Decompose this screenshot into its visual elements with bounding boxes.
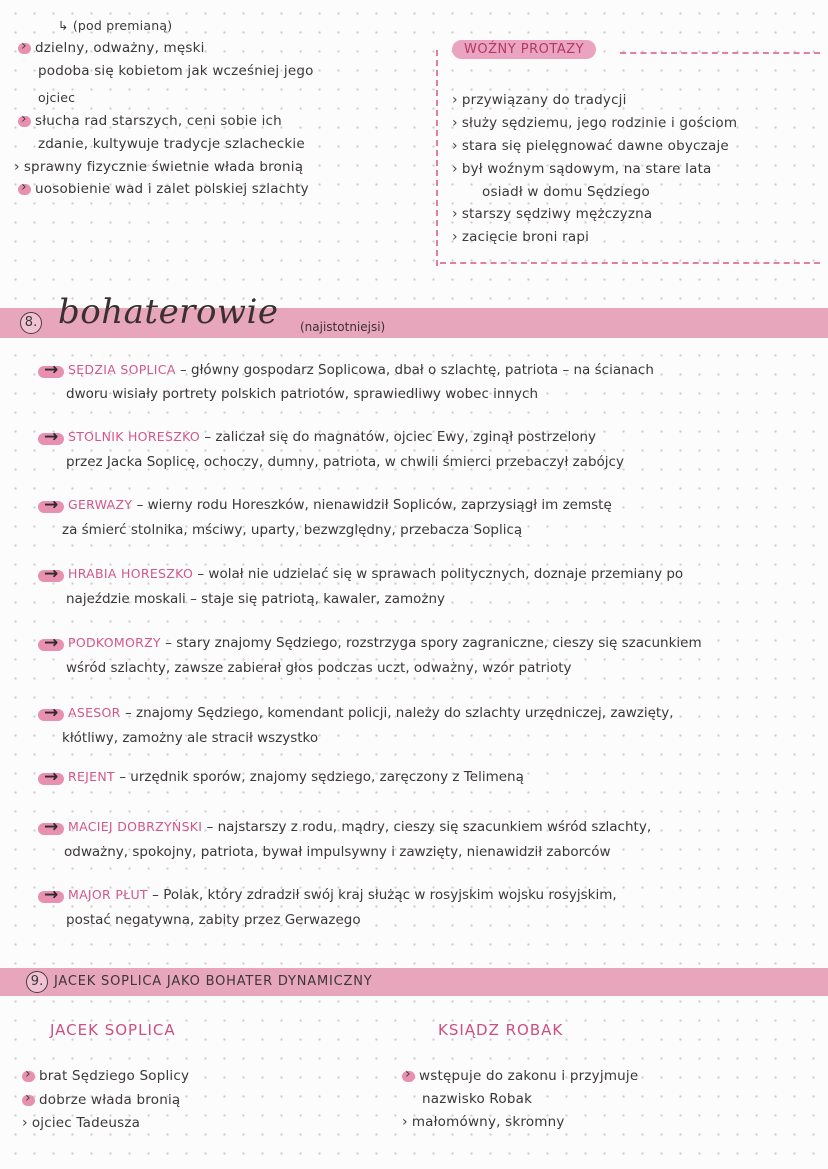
chevron-right-icon: › — [452, 115, 458, 131]
list-item: › sprawny fizycznie świetnie włada bronią — [14, 159, 304, 175]
arrow-icon — [38, 773, 64, 785]
list-item: › był woźnym sądowym, na stare lata — [452, 161, 712, 177]
dashed-border-bottom — [440, 262, 820, 264]
list-item: ›słucha rad starszych, ceni sobie ich — [18, 113, 282, 129]
list-item: › starszy sędziwy mężczyzna — [452, 206, 653, 222]
character-desc: odważny, spokojny, patriota, bywał impulsywny i zawzięty, nienawidził zaborców — [64, 844, 611, 860]
character-desc: za śmierć stolnika, mściwy, uparty, bezwzględny, przebacza Soplicą — [62, 522, 523, 538]
list-item: ›dzielny, odważny, męski — [18, 40, 205, 56]
dashed-border-top — [620, 52, 820, 54]
bullet-icon — [402, 1071, 415, 1082]
section-note: (najistotniejsi) — [300, 320, 386, 334]
chevron-right-icon: › — [402, 1114, 408, 1130]
character-desc: dworu wisiały portrety polskich patriotów, sprawiedliwy wobec innych — [66, 386, 538, 402]
character-entry: GERWAZY – wierny rodu Horeszków, nienawidził Sopliców, zaprzysiągł im zemstę — [68, 497, 612, 513]
character-entry: HRABIA HORESZKO – wolał nie udzielać się w sprawach politycznych, doznaje przemiany po — [68, 566, 684, 582]
dashed-border-left — [436, 50, 438, 266]
chevron-right-icon: › — [452, 138, 458, 154]
arrow-icon — [38, 823, 64, 835]
list-item: zdanie, kultywuje tradycje szlacheckie — [38, 136, 305, 152]
character-entry: REJENT – urzędnik sporów, znajomy sędziego, zaręczony z Telimeną — [68, 769, 524, 785]
list-item: ›wstępuje do zakonu i przyjmuje — [402, 1068, 638, 1084]
list-item: ›uosobienie wad i zalet polskiej szlachty — [18, 181, 309, 197]
chevron-right-icon: › — [452, 92, 458, 108]
list-item: ›dobrze włada bronią — [22, 1092, 180, 1108]
list-item: ›brat Sędziego Soplicy — [22, 1068, 189, 1084]
section-number: 9. — [26, 971, 48, 993]
arrow-icon — [38, 570, 64, 582]
character-name: SĘDZIA SOPLICA — [68, 362, 176, 377]
section-title: bohaterowie — [58, 292, 279, 332]
section-title: JACEK SOPLICA JAKO BOHATER DYNAMICZNY — [54, 974, 373, 989]
character-name: ASESOR — [68, 705, 121, 720]
bullet-icon — [18, 116, 31, 127]
robak-heading: KSIĄDZ ROBAK — [438, 1021, 564, 1039]
arrow-icon — [38, 433, 64, 445]
list-item: › zacięcie broni rapi — [452, 229, 590, 245]
bullet-icon — [22, 1071, 35, 1082]
section-number: 8. — [20, 312, 42, 334]
list-item: › służy sędziemu, jego rodzinie i gościom — [452, 115, 738, 131]
character-entry: ASESOR – znajomy Sędziego, komendant policji, należy do szlachty urzędniczej, zawzięty, — [68, 705, 674, 721]
wozny-title-pill: WOŹNY PROTAZY — [452, 40, 596, 59]
character-name: PODKOMORZY — [68, 635, 161, 650]
character-entry: STOLNIK HORESZKO – zaliczał się do magnatów, ojciec Ewy, zginął postrzelony — [68, 429, 597, 445]
chevron-right-icon: › — [452, 161, 458, 177]
bullet-icon — [18, 184, 31, 195]
character-name: REJENT — [68, 769, 115, 784]
character-desc: wśród szlachty, zawsze zabierał głos podczas uczt, odważny, wzór patrioty — [66, 660, 572, 676]
character-desc: najeździe moskali – staje się patriotą, kawaler, zamożny — [66, 591, 446, 607]
arrow-icon — [38, 709, 64, 721]
list-item: › ojciec Tadeusza — [22, 1115, 141, 1131]
character-desc: postać negatywna, zabity przez Gerwazego — [66, 912, 361, 928]
character-entry: MAJOR PŁUT – Polak, który zdradził swój kraj służąc w rosyjskim wojsku rosyjskim, — [68, 887, 617, 903]
list-item: › stara się pielęgnować dawne obyczaje — [452, 138, 729, 154]
jacek-heading: JACEK SOPLICA — [50, 1021, 176, 1039]
chevron-right-icon: › — [14, 159, 20, 175]
arrow-icon — [38, 366, 64, 378]
arrow-icon — [38, 639, 64, 651]
arrow-icon — [38, 891, 64, 903]
list-item: nazwisko Robak — [422, 1091, 533, 1107]
list-item: osiadł w domu Sędziego — [482, 184, 650, 200]
arrow-icon — [38, 501, 64, 513]
character-desc: przez Jacka Soplicę, ochoczy, dumny, patriota, w chwili śmierci przebaczył zabójcy — [66, 454, 624, 470]
pod-premiana-note: ↳ (pod premianą) — [58, 18, 173, 33]
chevron-right-icon: › — [452, 229, 458, 245]
character-name: HRABIA HORESZKO — [68, 566, 194, 581]
character-entry: MACIEJ DOBRZYŃSKI – najstarszy z rodu, mądry, cieszy się szacunkiem wśród szlachty, — [68, 819, 652, 835]
list-item: › przywiązany do tradycji — [452, 92, 627, 108]
character-entry: SĘDZIA SOPLICA – główny gospodarz Soplicowa, dbał o szlachtę, patriota – na ścianach — [68, 362, 654, 378]
character-entry: PODKOMORZY – stary znajomy Sędziego, rozstrzyga spory zagraniczne, cieszy się szacunkiem — [68, 635, 702, 651]
list-item: podoba się kobietom jak wcześniej jego — [38, 63, 314, 79]
character-name: MAJOR PŁUT — [68, 887, 148, 902]
list-item: ojciec — [38, 90, 76, 105]
chevron-right-icon: › — [452, 206, 458, 222]
bullet-icon — [18, 43, 31, 54]
character-name: MACIEJ DOBRZYŃSKI — [68, 819, 203, 834]
character-name: STOLNIK HORESZKO — [68, 429, 201, 444]
chevron-right-icon: › — [22, 1115, 28, 1131]
bullet-icon — [22, 1095, 35, 1106]
character-desc: kłótliwy, zamożny ale stracił wszystko — [62, 730, 319, 746]
character-name: GERWAZY — [68, 497, 133, 512]
list-item: › małomówny, skromny — [402, 1114, 565, 1130]
